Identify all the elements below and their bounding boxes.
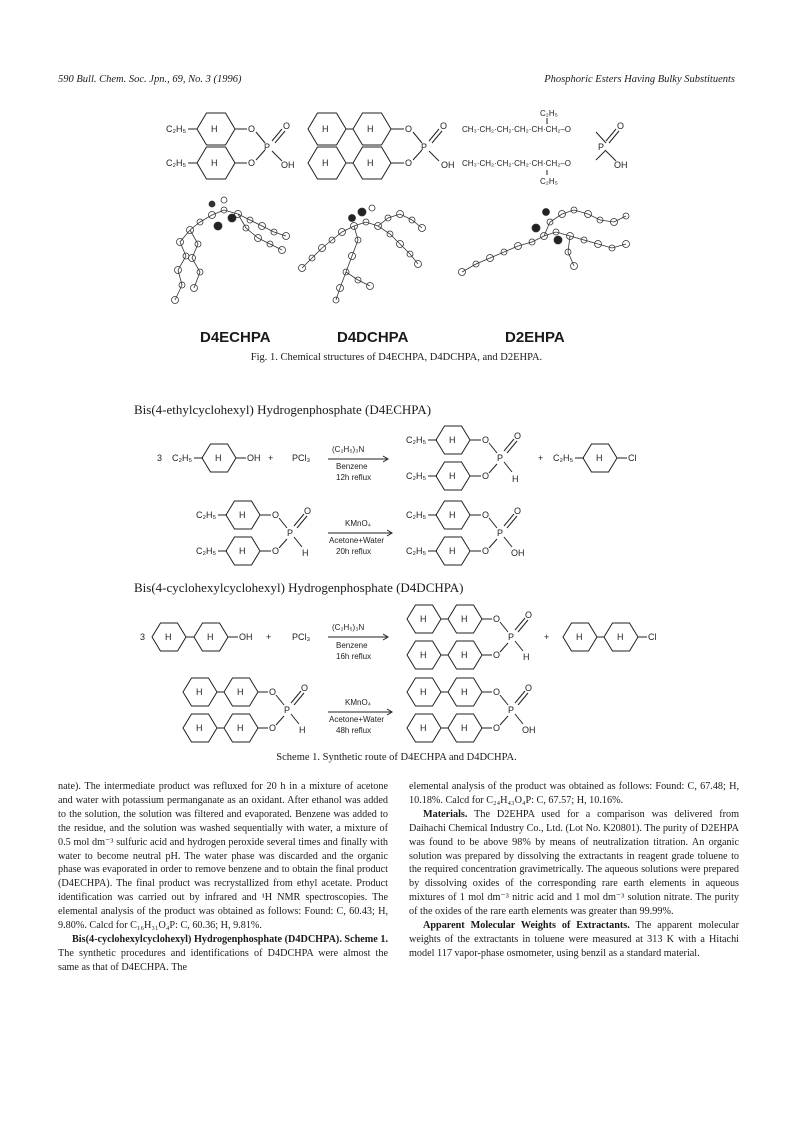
svg-text:C₂H₅: C₂H₅ xyxy=(540,177,558,186)
svg-text:Benzene: Benzene xyxy=(336,641,368,650)
svg-text:H: H xyxy=(215,453,222,463)
svg-text:Benzene: Benzene xyxy=(336,462,368,471)
svg-text:O: O xyxy=(514,431,522,441)
scheme-d4dchpa-step2 xyxy=(183,678,536,742)
svg-text:CH₃·CH₂·CH₂·CH₂·CH·CH₂–O: CH₃·CH₂·CH₂·CH₂·CH·CH₂–O xyxy=(462,159,571,168)
svg-text:H: H xyxy=(420,650,427,660)
svg-text:O: O xyxy=(493,723,501,733)
svg-text:O: O xyxy=(283,121,291,131)
paragraph xyxy=(409,808,739,919)
svg-text:O: O xyxy=(482,510,490,520)
svg-text:H: H xyxy=(449,546,456,556)
svg-text:H: H xyxy=(461,614,468,624)
svg-text:O: O xyxy=(304,506,312,516)
name-d4echpa: D4ECHPA xyxy=(200,329,271,346)
svg-text:20h reflux: 20h reflux xyxy=(336,547,372,556)
svg-text:H: H xyxy=(302,548,309,558)
svg-text:+: + xyxy=(544,632,550,642)
svg-text:O: O xyxy=(405,124,413,134)
svg-text:H: H xyxy=(237,687,244,697)
d4echpa-structure xyxy=(166,113,295,179)
svg-text:H: H xyxy=(207,632,214,642)
figure-1-caption: Fig. 1. Chemical structures of D4ECHPA, D4DCHPA, and D2EHPA. xyxy=(250,352,543,363)
svg-text:P: P xyxy=(497,453,504,463)
svg-text:C₂H₅: C₂H₅ xyxy=(406,435,427,445)
svg-text:O: O xyxy=(482,546,490,556)
svg-text:C₂H₅: C₂H₅ xyxy=(553,453,574,463)
svg-text:OH: OH xyxy=(247,453,261,463)
svg-text:H: H xyxy=(461,650,468,660)
svg-text:16h reflux: 16h reflux xyxy=(336,652,372,661)
svg-text:KMnO₄: KMnO₄ xyxy=(345,698,371,707)
svg-text:O: O xyxy=(248,124,256,134)
svg-text:P: P xyxy=(497,528,504,538)
svg-text:C₂H₅: C₂H₅ xyxy=(196,546,217,556)
body-right-column xyxy=(409,780,739,961)
svg-text:P: P xyxy=(421,142,428,152)
svg-text:P: P xyxy=(287,528,294,538)
svg-text:O: O xyxy=(440,121,448,131)
svg-text:OH: OH xyxy=(281,160,295,170)
svg-text:H: H xyxy=(576,632,583,642)
svg-text:O: O xyxy=(482,435,490,445)
svg-text:H: H xyxy=(420,614,427,624)
svg-text:H: H xyxy=(299,725,306,735)
svg-text:Cl: Cl xyxy=(628,453,637,463)
svg-text:C₂H₅: C₂H₅ xyxy=(540,109,558,118)
paragraph: elemental analysis of the product was obtained as follows: Found: C, 67.48; H, 10.18%. Calcd for C₂₄H₄₃O₄P: C, 67.57; H, 10.16%. xyxy=(409,781,739,806)
svg-text:C₂H₅: C₂H₅ xyxy=(406,510,427,520)
svg-text:P: P xyxy=(264,142,271,152)
scheme-d4echpa-step1 xyxy=(157,426,637,490)
svg-text:+: + xyxy=(538,453,544,463)
svg-text:H: H xyxy=(617,632,624,642)
svg-text:H: H xyxy=(449,471,456,481)
svg-text:H: H xyxy=(196,687,203,697)
svg-text:H: H xyxy=(322,124,329,134)
svg-text:H: H xyxy=(512,474,519,484)
svg-text:H: H xyxy=(239,546,246,556)
svg-text:O: O xyxy=(272,510,280,520)
paragraph xyxy=(58,933,388,975)
svg-text:OH: OH xyxy=(441,160,455,170)
svg-text:H: H xyxy=(239,510,246,520)
scheme-title-d4echpa: Bis(4-ethylcyclohexyl) Hydrogenphosphate (D4ECHPA) xyxy=(134,402,432,417)
svg-text:H: H xyxy=(596,453,603,463)
svg-text:Cl: Cl xyxy=(648,632,657,642)
scheme-d4dchpa-step1 xyxy=(140,605,657,669)
svg-text:O: O xyxy=(525,683,533,693)
svg-text:PCl₃: PCl₃ xyxy=(292,632,311,642)
paragraph-text: The synthetic procedures and identifications of D4DCHPA were almost the same as that of D4ECHPA. The xyxy=(58,947,388,973)
svg-text:C₂H₅: C₂H₅ xyxy=(166,158,187,168)
svg-text:O: O xyxy=(617,121,625,131)
section-heading: Bis(4-cyclohexylcyclohexyl) Hydrogenphosphate (D4DCHPA). Scheme 1. xyxy=(72,933,388,945)
svg-text:H: H xyxy=(367,158,374,168)
svg-text:+: + xyxy=(266,632,272,642)
svg-text:H: H xyxy=(523,652,530,662)
svg-text:H: H xyxy=(449,510,456,520)
svg-text:H: H xyxy=(196,723,203,733)
svg-text:O: O xyxy=(493,687,501,697)
svg-text:O: O xyxy=(269,687,277,697)
d2ehpa-structure xyxy=(462,109,628,186)
running-header-left: 590 Bull. Chem. Soc. Jpn., 69, No. 3 (1996) xyxy=(58,74,242,85)
paragraph-text: The apparent molecular weights of the extractants in toluene were measured at 313 K with a Hitachi model 117 vapor-phase osmometer, using benzil as a standard material. xyxy=(409,920,739,959)
name-d2ehpa: D2EHPA xyxy=(505,329,565,346)
svg-text:H: H xyxy=(367,124,374,134)
svg-text:C₂H₅: C₂H₅ xyxy=(166,124,187,134)
svg-text:Acetone+Water: Acetone+Water xyxy=(329,536,385,545)
svg-text:OH: OH xyxy=(614,160,628,170)
svg-text:H: H xyxy=(449,435,456,445)
paragraph: nate). The intermediate product was refluxed for 20 h in a mixture of acetone and water with potassium permanganate as an oxidant. After ethanol was added to the solution, the solution was filtered and evaporated. Benzene was added to the residue, and the solution was washed sequentially with water, a mixture of 0.5 mol dm⁻³ sulfuric acid and hydrogen peroxide several times and finally with water to become neutral pH. The water phase was discarded and the organic phase was evaporated in order to remove benzene and to obtain the final product (D4ECHPA). The final product was recrystallized from ethyl acetate. Product identification was carried out by infrared and ¹H NMR spectroscopies. The elemental analysis of the product was obtained as follows: Found: C, 60.43; H, 9.80%. Calcd for C₁₆H₃₁O₄P: C, 60.36; H, 9.81%. xyxy=(58,781,388,932)
svg-text:C₂H₅: C₂H₅ xyxy=(172,453,193,463)
svg-text:O: O xyxy=(525,610,533,620)
svg-text:O: O xyxy=(301,683,309,693)
svg-text:OH: OH xyxy=(522,725,536,735)
compound-names xyxy=(0,329,793,351)
section-heading: Apparent Molecular Weights of Extractants. xyxy=(423,920,630,932)
svg-text:Acetone+Water: Acetone+Water xyxy=(329,715,385,724)
svg-text:O: O xyxy=(269,723,277,733)
svg-text:O: O xyxy=(272,546,280,556)
svg-text:KMnO₄: KMnO₄ xyxy=(345,519,371,528)
svg-text:48h reflux: 48h reflux xyxy=(336,726,372,735)
scheme-d4echpa-step2 xyxy=(196,501,525,565)
section-heading: Materials. xyxy=(423,808,468,820)
svg-text:OH: OH xyxy=(511,548,525,558)
body-left-column xyxy=(58,780,388,975)
svg-text:CH₃·CH₂·CH₂·CH₂·CH·CH₂–O: CH₃·CH₂·CH₂·CH₂·CH·CH₂–O xyxy=(462,125,571,134)
svg-text:C₂H₅: C₂H₅ xyxy=(196,510,217,520)
svg-text:12h reflux: 12h reflux xyxy=(336,473,372,482)
scheme-1-caption: Scheme 1. Synthetic route of D4ECHPA and D4DCHPA. xyxy=(276,752,517,763)
svg-text:P: P xyxy=(284,705,291,715)
scheme-title-d4dchpa: Bis(4-cyclohexylcyclohexyl) Hydrogenphosphate (D4DCHPA) xyxy=(134,580,464,595)
svg-text:H: H xyxy=(420,687,427,697)
ortep-d4dchpa xyxy=(299,205,426,303)
svg-text:C₂H₅: C₂H₅ xyxy=(406,546,427,556)
svg-text:H: H xyxy=(322,158,329,168)
ortep-d2ehpa xyxy=(459,207,630,276)
svg-text:O: O xyxy=(493,614,501,624)
svg-text:H: H xyxy=(461,723,468,733)
d4dchpa-structure xyxy=(308,113,455,179)
running-header-right: Phosphoric Esters Having Bulky Substituents xyxy=(544,74,735,85)
paragraph xyxy=(409,919,739,961)
svg-text:H: H xyxy=(211,158,218,168)
svg-text:H: H xyxy=(211,124,218,134)
ortep-d4echpa xyxy=(172,197,290,304)
paragraph-text: The D2EHPA used for a comparison was delivered from Daihachi Chemical Industry Co., Ltd. (Lot No. K20801). The purity of D2EHPA was found to be above 98% by means of neutralization titration. An organic solution was prepared by dissolving the extractants in reagent grade toluene to the required concentration gravimetrically. The aqueous solutions were prepared by dissolving oxides of the corresponding rare earth elements in aqueous mixtures of 1 mol dm⁻³ nitric acid and 1 mol dm⁻³ solution nitrate. The purity of the oxides of the rare earth elements was greater than 99.99%. xyxy=(409,808,739,918)
svg-text:+: + xyxy=(268,453,274,463)
svg-text:O: O xyxy=(493,650,501,660)
svg-text:C₂H₅: C₂H₅ xyxy=(406,471,427,481)
svg-text:O: O xyxy=(248,158,256,168)
svg-text:P: P xyxy=(598,142,605,152)
svg-text:O: O xyxy=(405,158,413,168)
svg-text:(C₂H₅)₃N: (C₂H₅)₃N xyxy=(332,445,365,454)
svg-text:O: O xyxy=(514,506,522,516)
svg-text:3: 3 xyxy=(140,632,146,642)
svg-text:(C₂H₅)₃N: (C₂H₅)₃N xyxy=(332,623,365,632)
svg-text:H: H xyxy=(237,723,244,733)
svg-text:3: 3 xyxy=(157,453,163,463)
name-d4dchpa: D4DCHPA xyxy=(337,329,409,346)
svg-text:H: H xyxy=(461,687,468,697)
svg-text:P: P xyxy=(508,632,515,642)
svg-text:H: H xyxy=(165,632,172,642)
svg-text:PCl₃: PCl₃ xyxy=(292,453,311,463)
svg-text:H: H xyxy=(420,723,427,733)
svg-text:O: O xyxy=(482,471,490,481)
svg-text:P: P xyxy=(508,705,515,715)
svg-text:OH: OH xyxy=(239,632,253,642)
